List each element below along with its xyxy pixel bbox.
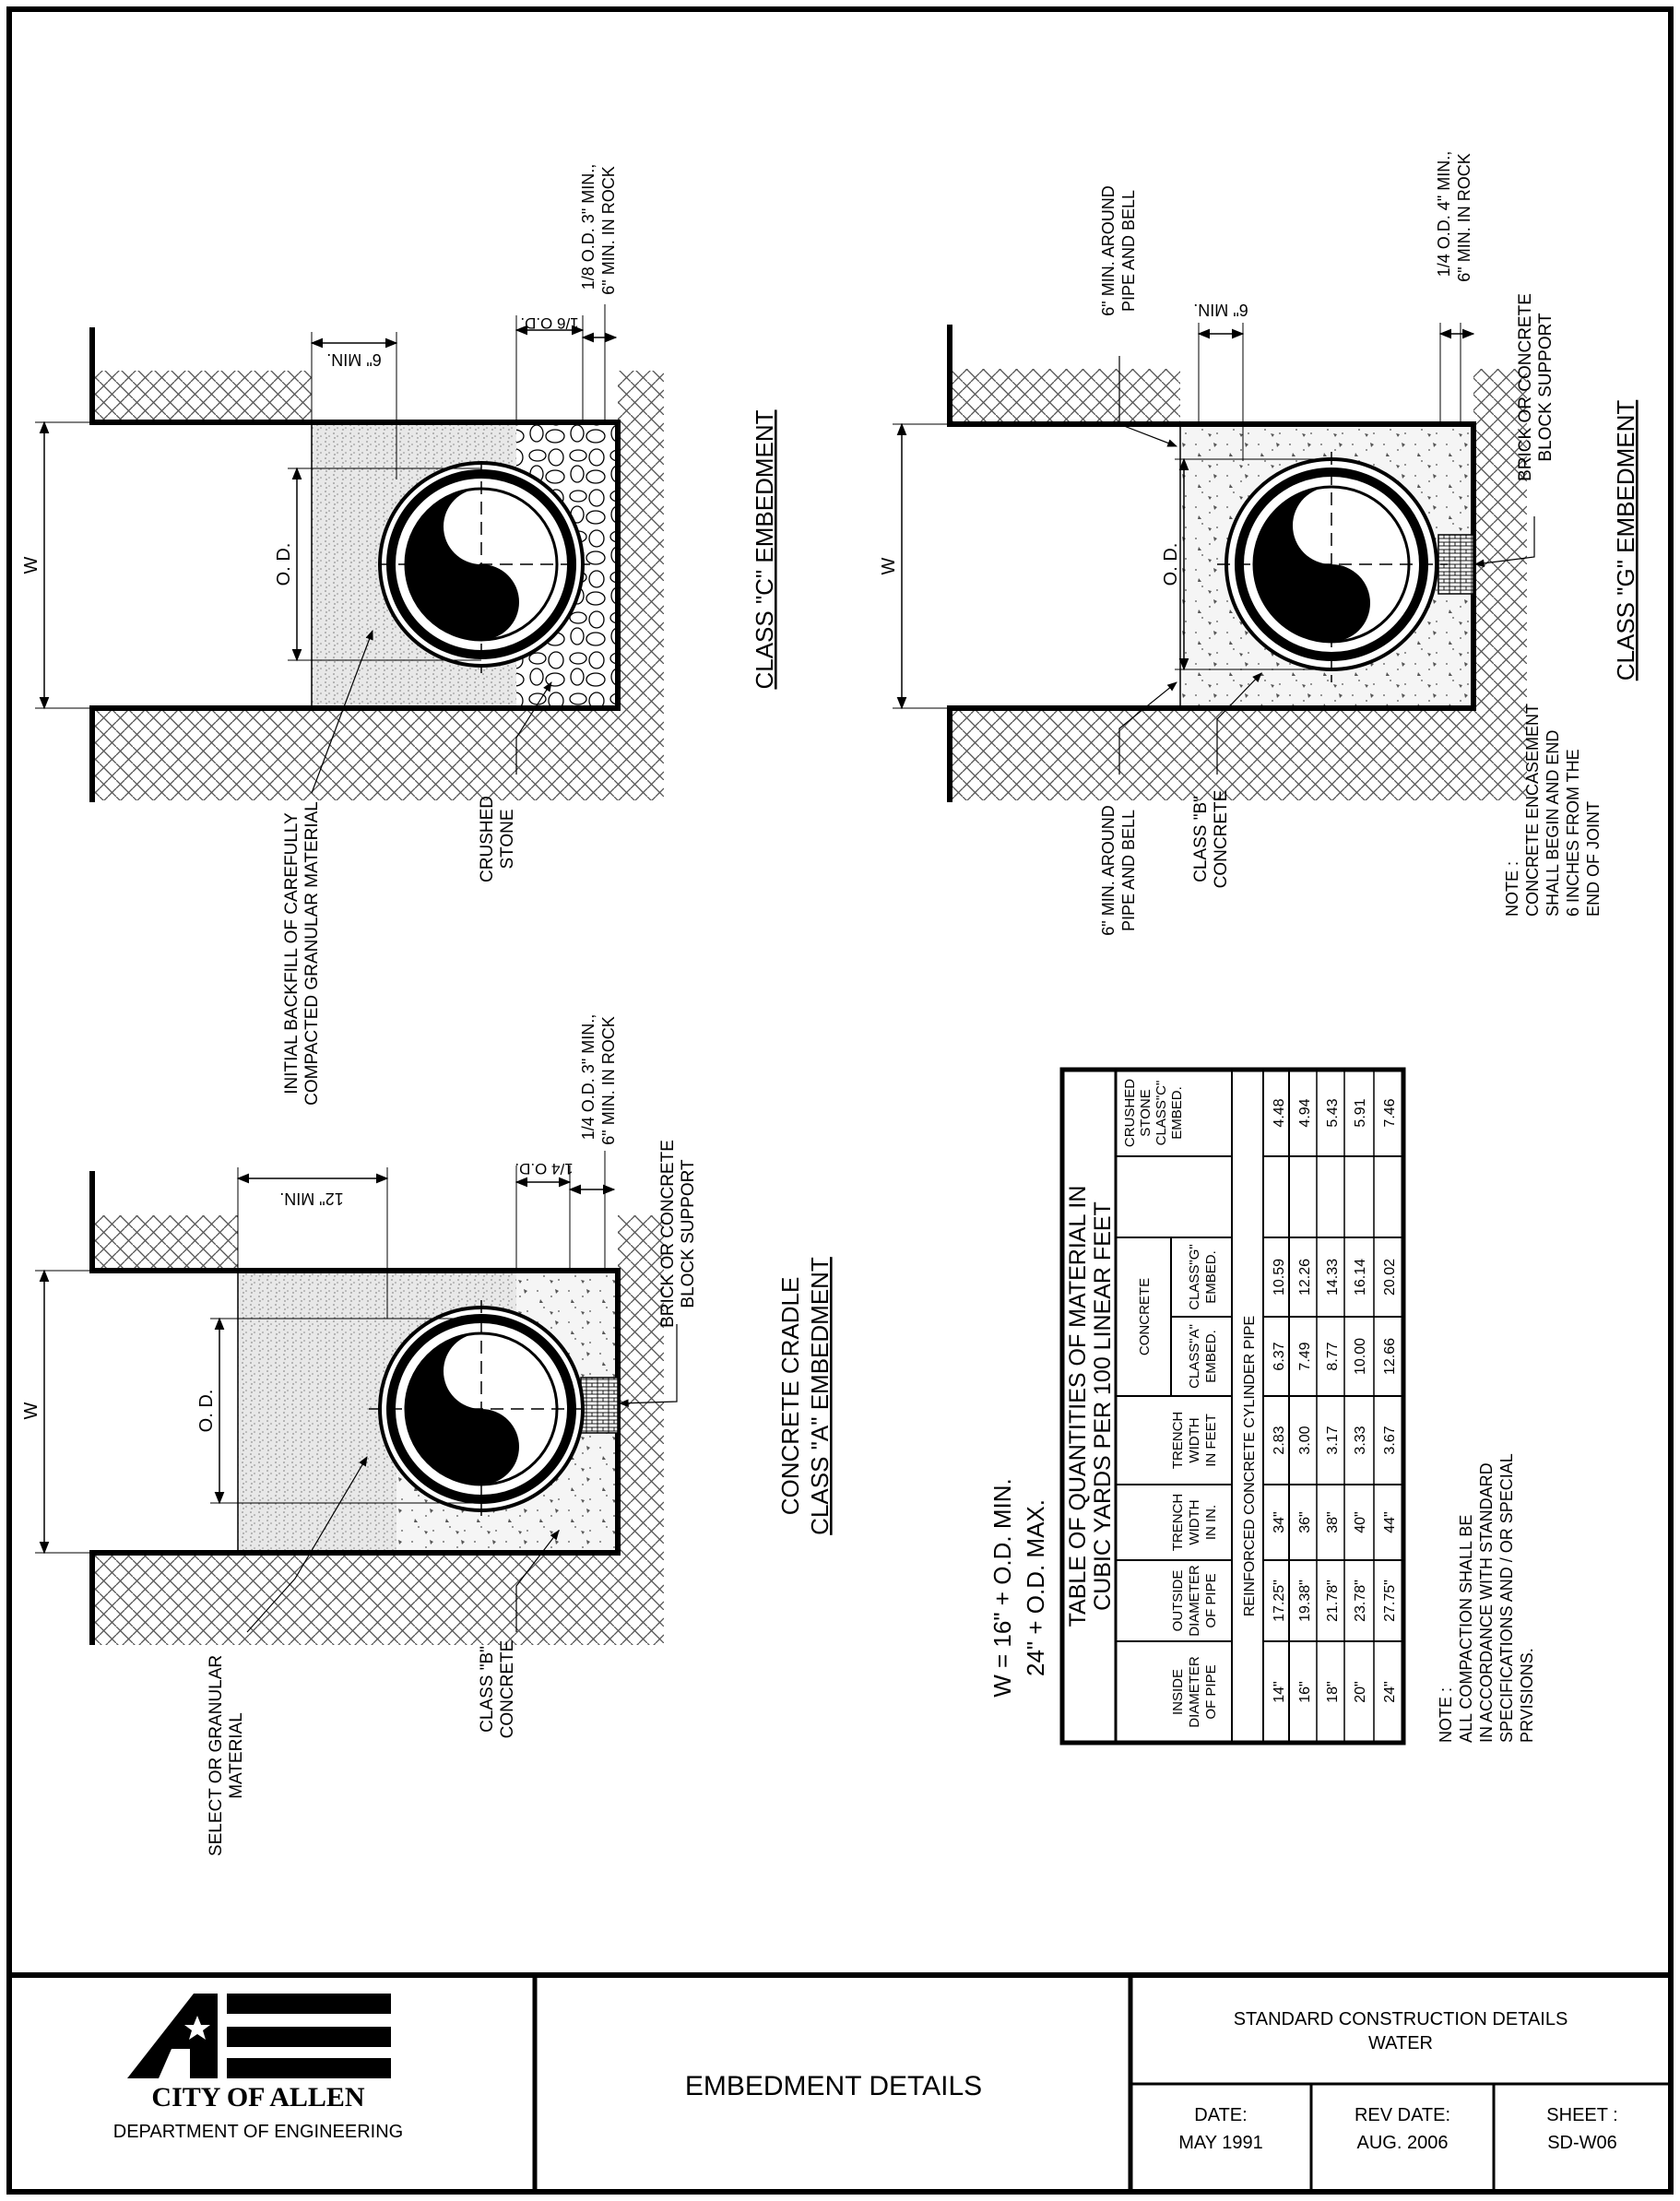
class-g-note-1: CONCRETE ENCASEMENT [1523,703,1542,917]
svg-text:3.33: 3.33 [1353,1426,1368,1455]
class-g-around-bot-1: 6" MIN. AROUND [1099,805,1118,936]
th-concrete: CONCRETE [1137,1277,1153,1356]
class-g-w-label: W [879,557,899,575]
class-a-class-b-1: CLASS "B" [478,1646,497,1733]
formula-line-1: W = 16" + O.D. MIN. [988,1478,1016,1698]
class-g-brick-2: BLOCK SUPPORT [1536,313,1556,462]
department-name: DEPARTMENT OF ENGINEERING [112,2122,404,2142]
th-outside-1: OUTSIDE [1170,1569,1186,1632]
class-c-od-label: O. D. [274,542,294,586]
svg-text:24": 24" [1382,1681,1398,1703]
svg-text:12.26: 12.26 [1297,1258,1313,1296]
th-inside-3: OF PIPE [1203,1664,1219,1720]
class-g-class-b-2: CONCRETE [1212,789,1231,889]
formula-line-2: 24" + O.D. MAX. [1022,1498,1049,1677]
class-c-crushed-1: CRUSHED [478,796,497,882]
class-c-w-label: W [21,556,41,574]
svg-text:17.25": 17.25" [1272,1580,1287,1622]
sheet-number: SD-W06 [1547,2133,1617,2153]
class-a-detail [21,1014,834,1856]
table-title-2: CUBIC YARDS PER 100 LINEAR FEET [1090,1201,1116,1611]
th-trench-ft-2: WIDTH [1187,1417,1202,1463]
class-g-around-bot-2: PIPE AND BELL [1119,809,1138,932]
table-title-1: TABLE OF QUANTITIES OF MATERIAL IN [1065,1185,1091,1627]
svg-text:23.78": 23.78" [1353,1580,1368,1622]
drawing-title: EMBEDMENT DETAILS [684,2071,983,2101]
class-g-detail [879,151,1639,936]
class-a-1-4-od: 1/4 O.D. [515,1160,574,1177]
th-crushed-2: STONE [1138,1089,1154,1137]
svg-text:27.75": 27.75" [1382,1580,1398,1622]
rev-date-label: REV DATE: [1354,2105,1451,2125]
th-class-g-2: EMBED. [1203,1250,1219,1304]
th-trench-in-3: IN IN. [1203,1504,1219,1541]
class-g-note-0: NOTE : [1503,860,1521,917]
city-of-allen-logo [127,1994,391,2078]
class-g-6-min: 6" MIN. [1193,301,1248,319]
city-name: CITY OF ALLEN [151,2082,365,2112]
svg-text:34": 34" [1272,1511,1287,1533]
svg-text:12.66: 12.66 [1382,1337,1398,1376]
svg-text:3.00: 3.00 [1297,1426,1313,1455]
note2-line-0: NOTE : [1437,1686,1455,1743]
class-g-rock-2: 6" MIN. IN ROCK [1455,153,1473,282]
svg-text:10.00: 10.00 [1353,1337,1368,1376]
svg-text:16.14: 16.14 [1353,1258,1368,1296]
svg-text:7.49: 7.49 [1297,1342,1313,1371]
svg-text:16": 16" [1297,1681,1313,1703]
svg-text:18": 18" [1325,1681,1341,1703]
class-c-backfill-1: INITIAL BACKFILL OF CAREFULLY [282,812,302,1095]
th-outside-3: OF PIPE [1203,1573,1219,1628]
class-a-brick-2: BLOCK SUPPORT [679,1159,698,1308]
svg-text:5.91: 5.91 [1353,1098,1368,1128]
note2-line-2: IN ACCORDANCE WITH STANDARD [1477,1462,1496,1743]
th-trench-ft-1: TRENCH [1170,1411,1186,1470]
class-a-brick-support [581,1378,618,1433]
compaction-note [1437,1453,1536,1743]
svg-text:14.33: 14.33 [1325,1258,1341,1296]
th-crushed-3: CLASS"C" [1154,1080,1169,1146]
svg-text:44": 44" [1382,1511,1398,1533]
class-g-note-3: 6 INCHES FROM THE [1564,749,1582,917]
class-g-around-top-1: 6" MIN. AROUND [1099,185,1118,316]
class-g-brick-1: BRICK OR CONCRETE [1516,293,1535,481]
class-g-note-2: SHALL BEGIN AND END [1544,729,1562,917]
svg-text:4.94: 4.94 [1297,1098,1313,1128]
th-trench-ft-3: IN FEET [1203,1414,1219,1467]
class-a-12-min: 12" MIN. [279,1189,344,1208]
svg-text:3.67: 3.67 [1382,1426,1398,1455]
th-inside-2: DIAMETER [1187,1656,1202,1728]
th-class-a-1: CLASS"A" [1187,1324,1202,1389]
class-a-title-2: CLASS "A" EMBEDMENT [806,1257,834,1535]
class-a-title-1: CONCRETE CRADLE [776,1276,804,1516]
class-c-backfill-2: COMPACTED GRANULAR MATERIAL [302,801,322,1106]
svg-text:40": 40" [1353,1511,1368,1533]
svg-text:21.78": 21.78" [1325,1580,1341,1622]
th-trench-in-1: TRENCH [1170,1493,1186,1552]
class-c-crushed-2: STONE [498,809,517,870]
class-a-select-1: SELECT OR GRANULAR [207,1654,226,1857]
date-label: DATE: [1194,2105,1248,2125]
class-a-select-2: MATERIAL [227,1712,246,1799]
svg-text:8.77: 8.77 [1325,1342,1341,1371]
svg-text:38": 38" [1325,1511,1341,1533]
class-g-rock-1: 1/4 O.D. 4" MIN., [1435,150,1453,278]
th-crushed-4: EMBED. [1169,1086,1185,1140]
class-g-around-top-2: PIPE AND BELL [1119,189,1138,313]
svg-text:5.43: 5.43 [1325,1098,1341,1128]
class-a-w-label: W [21,1402,41,1420]
class-c-detail [21,164,778,1106]
svg-text:6.37: 6.37 [1272,1342,1287,1371]
class-g-title: CLASS "G" EMBEDMENT [1612,399,1639,681]
sheet-border [9,9,1671,2192]
th-crushed-1: CRUSHED [1122,1078,1138,1148]
class-a-rock-2: 6" MIN. IN ROCK [599,1016,618,1145]
class-c-1-6-od: 1/6 O.D. [520,314,579,332]
class-a-rock-1: 1/4 O.D. 3" MIN., [579,1013,597,1141]
class-a-od-label: O. D. [196,1389,217,1433]
class-c-6-min: 6" MIN. [326,350,382,369]
rev-date-value: AUG. 2006 [1356,2133,1449,2153]
svg-text:20.02: 20.02 [1382,1258,1398,1296]
svg-text:7.46: 7.46 [1382,1098,1398,1128]
svg-text:4.48: 4.48 [1272,1098,1287,1128]
std-details-line-1: STANDARD CONSTRUCTION DETAILS [1233,2009,1568,2029]
class-c-rock-1: 1/8 O.D. 3" MIN., [579,163,597,290]
note2-line-4: PRVISIONS. [1518,1648,1536,1743]
svg-text:36": 36" [1297,1511,1313,1533]
class-g-class-b-1: CLASS "B" [1191,796,1211,882]
class-c-title: CLASS "C" EMBEDMENT [751,409,778,690]
svg-text:14": 14" [1272,1681,1287,1703]
table-section-label: REINFORCED CONCRETE CYLINDER PIPE [1242,1315,1258,1617]
svg-text:3.17: 3.17 [1325,1426,1341,1455]
class-g-od-label: O. D. [1161,542,1181,586]
sheet-label: SHEET : [1546,2105,1618,2125]
class-g-note-4: END OF JOINT [1584,801,1603,917]
th-class-g-1: CLASS"G" [1187,1244,1202,1310]
quantities-table [1062,1070,1403,1743]
title-block [9,1975,1671,2192]
th-class-a-2: EMBED. [1203,1330,1219,1383]
class-c-rock-2: 6" MIN. IN ROCK [599,166,618,295]
th-inside-1: INSIDE [1170,1668,1186,1716]
note2-line-1: ALL COMPACTION SHALL BE [1457,1514,1475,1743]
class-a-class-b-2: CONCRETE [498,1639,517,1739]
class-a-brick-1: BRICK OR CONCRETE [658,1140,678,1328]
std-details-line-2: WATER [1368,2033,1433,2053]
svg-text:10.59: 10.59 [1272,1258,1287,1296]
svg-text:20": 20" [1353,1681,1368,1703]
svg-text:2.83: 2.83 [1272,1426,1287,1455]
th-trench-in-2: WIDTH [1187,1499,1202,1545]
date-value: MAY 1991 [1178,2133,1263,2153]
th-outside-2: DIAMETER [1187,1565,1202,1637]
note2-line-3: SPECIFICATIONS AND / OR SPECIAL [1497,1453,1516,1743]
svg-text:19.38": 19.38" [1297,1580,1313,1622]
